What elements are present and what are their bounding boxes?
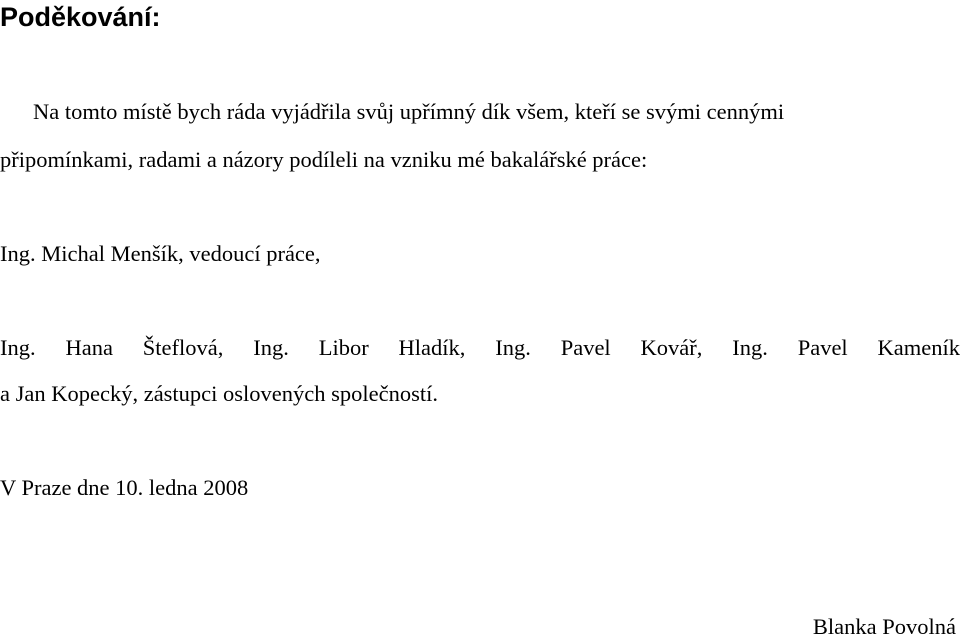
contributors-line-2: a Jan Kopecký, zástupci oslovených společností. <box>0 381 439 406</box>
supervisor-line: Ing. Michal Menšík, vedoucí práce, <box>0 241 321 266</box>
contributors-line-1: Ing. Hana Šteflová, Ing. Libor Hladík, Ing. Pavel Kovář, Ing. Pavel Kameník <box>0 335 960 360</box>
place-date: V Praze dne 10. ledna 2008 <box>0 475 249 500</box>
intro-line-2: připomínkami, radami a názory podíleli na vzniku mé bakalářské práce: <box>0 147 648 172</box>
page-heading: Poděkování: <box>0 2 161 32</box>
intro-line-1: Na tomto místě bych ráda vyjádřila svůj upřímný dík všem, kteří se svými cennými <box>33 99 785 124</box>
signature: Blanka Povolná <box>812 614 956 639</box>
